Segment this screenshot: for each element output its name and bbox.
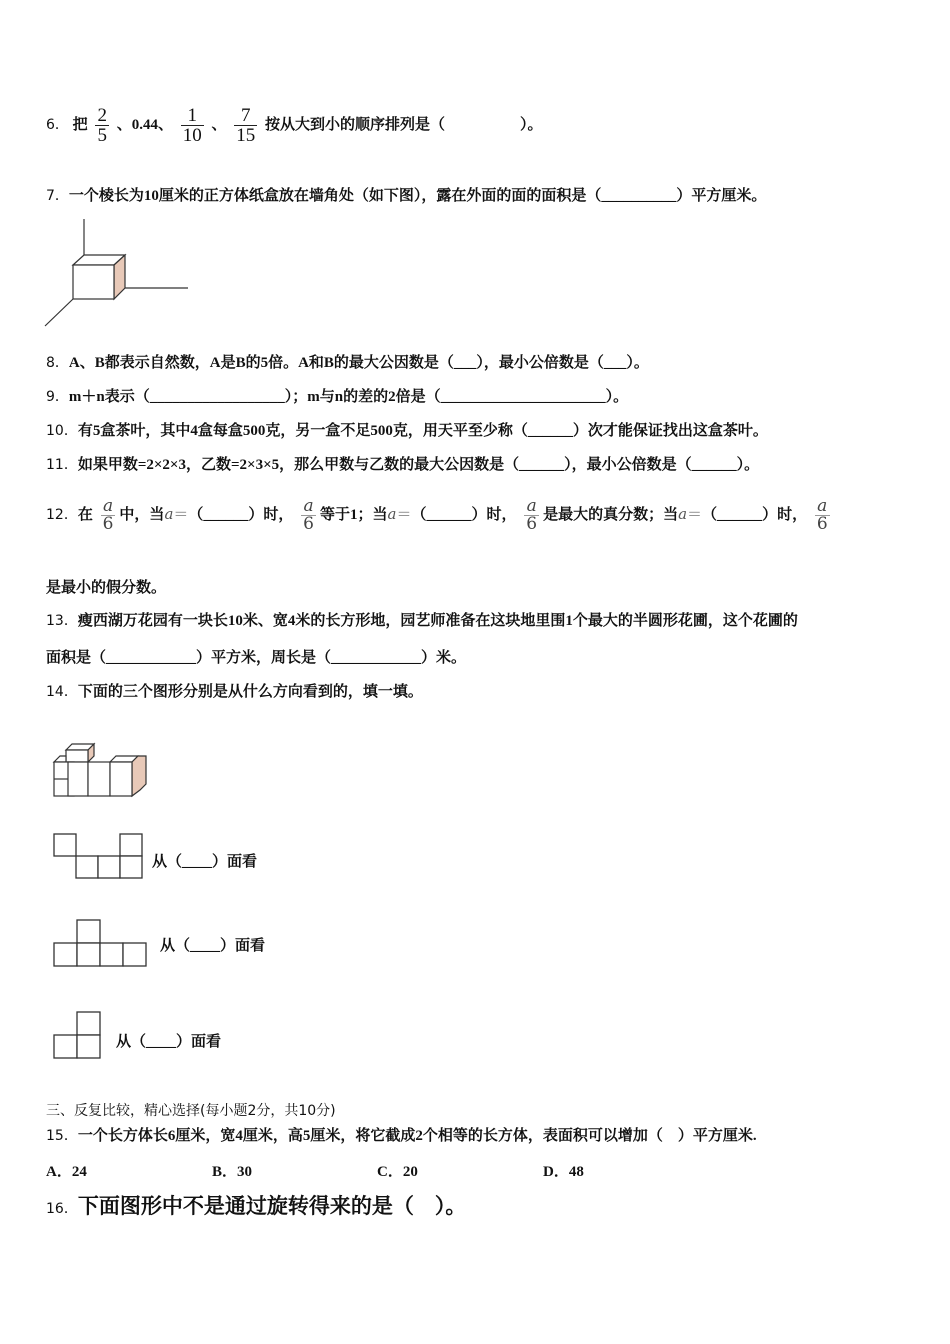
question-10: 10．有5盒茶叶，其中4盒每盒500克，另一盒不足500克，用天平至少称（______）次才能保证找出这盒茶叶。: [46, 423, 768, 439]
question-14: 14．下面的三个图形分别是从什么方向看到的，填一填。: [46, 684, 423, 700]
option-a: A．24: [46, 1164, 87, 1180]
question-13: 13．瘦西湖万花园有一块长10米、宽4米的长方形地，园艺师准备在这块地里围1个最大的半圆形花圃，这个花圃的: [46, 613, 798, 629]
q6-text: 按从大到小的顺序排列是（ ）。: [264, 116, 543, 133]
view-2-figure: [52, 918, 152, 970]
question-12: 12．在 $\frac{a}{6}$ 中，当a＝（______）时， $\frac{a}{6}$ 等于1；当a＝（______）时， $\frac{a}{6}$ 是最大的真分数；当a＝（______）时， $\frac{a}{6}$: [46, 496, 828, 534]
q6-sep1: 、0.44、: [116, 116, 173, 133]
fraction-a-6: $\frac{a}{6}$: [303, 496, 314, 534]
question-12-continued: 是最小的假分数。: [46, 580, 167, 596]
q7-text: 一个棱长为10厘米的正方体纸盒放在墙角处（如下图），露在外面的面的面积是（__________）平方厘米。: [68, 188, 767, 204]
cube-in-corner-diagram: [40, 215, 200, 330]
view-1-figure: [52, 832, 147, 882]
question-15: 15．一个长方体长6厘米，宽4厘米，高5厘米，将它截成2个相等的长方体，表面积可以增加（ ）平方厘米.: [46, 1128, 757, 1144]
question-9: 9．m＋n表示（__________________）；m与n的差的2倍是（______________________）。: [46, 389, 629, 405]
q6-sep2: 、: [211, 116, 227, 133]
q6-prefix: 把: [72, 116, 88, 133]
fraction-7-15: $\frac{7}{15}$: [236, 105, 256, 146]
view-1-label: 从（____）面看: [152, 854, 258, 870]
fraction-a-6: $\frac{a}{6}$: [816, 496, 828, 534]
option-c: C．20: [377, 1164, 418, 1180]
view-3-figure: [52, 1010, 104, 1062]
fraction-a-6: $\frac{a}{6}$: [102, 496, 114, 534]
fraction-a-6: $\frac{a}{6}$: [526, 496, 538, 534]
fraction-1-10: $\frac{1}{10}$: [182, 105, 202, 146]
view-2-label: 从（____）面看: [160, 938, 266, 954]
option-b: B．30: [212, 1164, 253, 1180]
question-16: 16．下面图形中不是通过旋转得来的是（ ）。: [46, 1194, 467, 1218]
question-6: [46, 106, 542, 145]
question-number: 6．: [46, 116, 69, 133]
cube-stack-3d-figure: [50, 742, 155, 802]
question-11: 11．如果甲数=2×2×3，乙数=2×3×5，那么甲数与乙数的最大公因数是（______），最小公倍数是（______）。: [46, 457, 760, 473]
view-3-label: 从（____）面看: [116, 1034, 222, 1050]
option-d: D．48: [543, 1164, 584, 1180]
section-3-title: 三、反复比较，精心选择(每小题2分，共10分): [46, 1103, 336, 1119]
question-8: 8．A、B都表示自然数，A是B的5倍。A和B的最大公因数是（___），最小公倍数是（___）。: [46, 355, 649, 371]
fraction-2-5: $\frac{2}{5}$: [97, 105, 107, 146]
question-number: 7．: [46, 188, 69, 204]
question-13-line2: 面积是（____________）平方米，周长是（____________）米。: [46, 650, 467, 666]
question-7: [46, 185, 766, 207]
